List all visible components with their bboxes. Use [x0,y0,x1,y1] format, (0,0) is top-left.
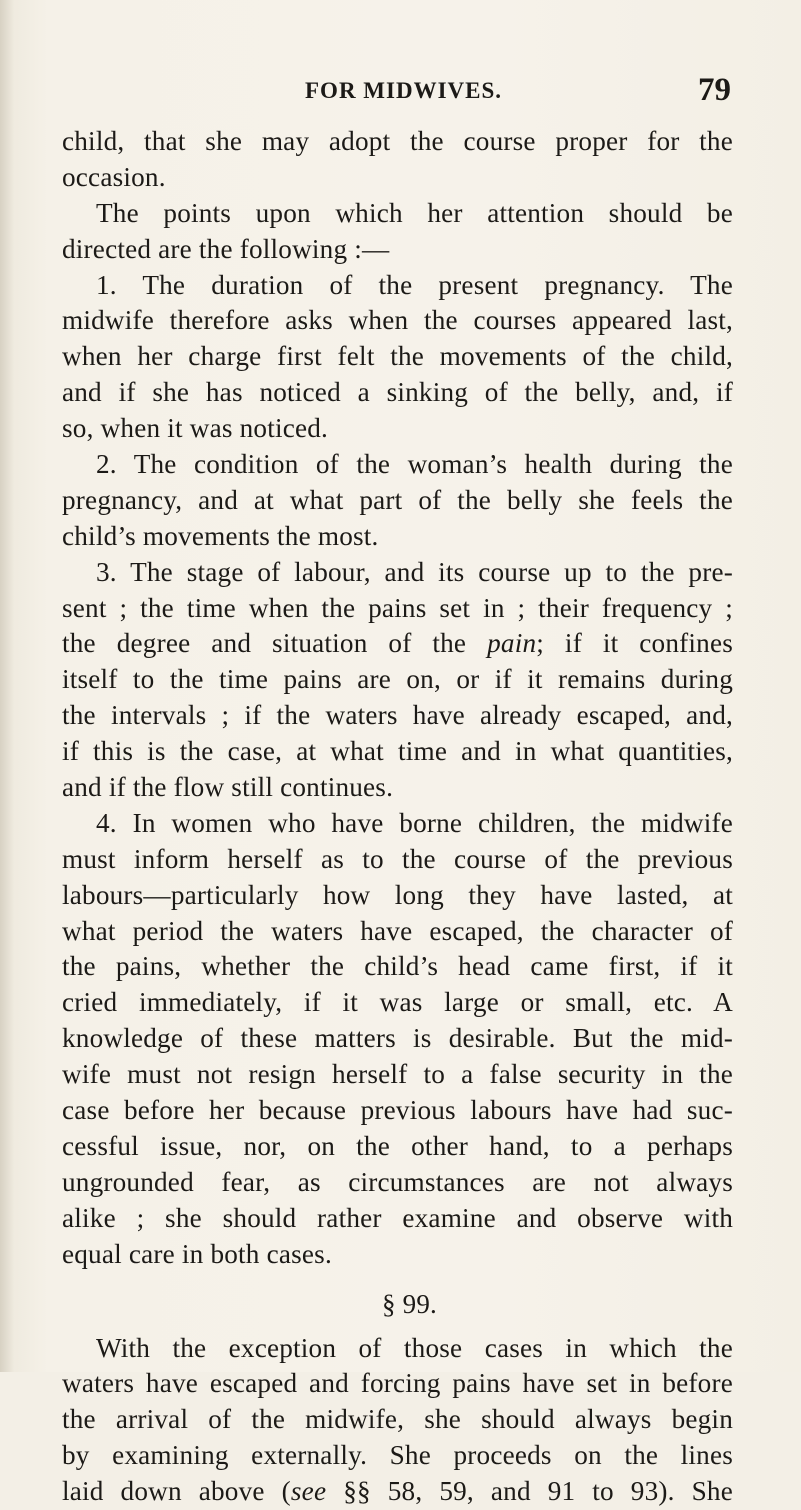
list-item-4-start: 4. In women who have borne children, the midwife [96,807,733,838]
running-head [0,74,801,114]
text-line: if this is the case, at what time and in what quantities, [62,736,733,767]
text-line: labours—particularly how long they have lasted, at [62,879,733,910]
text-line: itself to the time pains are on, or if it remains during [62,664,733,695]
list-item-2-start: 2. The condition of the woman’s health during the [96,449,733,480]
text-segment: laid down above ( [62,1476,291,1507]
text-line: knowledge of these matters is desirable. But the mid- [62,1023,733,1054]
text-line: the intervals ; if the waters have already escaped, and, [62,700,733,731]
text-line: sent ; the time when the pains set in ; their frequency ; [62,592,733,623]
text-line: equal care in both cases. [62,1238,332,1269]
section-text-line: With the exception of those cases in which the [96,1332,733,1363]
text-line: cessful issue, nor, on the other hand, to a perhaps [62,1130,733,1161]
text-line: directed are the following :— [62,233,390,264]
text-line: alike ; she should rather examine and observe with [62,1202,733,1233]
italic-word: see [290,1476,327,1507]
text-line: ungrounded fear, as circumstances are not always [62,1166,733,1197]
list-item-3-start: 3. The stage of labour, and its course up to the pre- [96,556,733,587]
text-line: wife must not resign herself to a false security in the [62,1059,733,1090]
text-line: midwife therefore asks when the courses appeared last, [62,305,733,336]
text-line: occasion. [62,161,166,192]
text-line: what period the waters have escaped, the character of [62,915,733,946]
text-line: and if she has noticed a sinking of the belly, and, if [62,377,733,408]
italic-word: pain [487,628,537,659]
text-segment: the degree and situation of the [62,628,467,659]
text-line: cried immediately, if it was large or small, etc. A [62,987,733,1018]
list-item-1-start: 1. The duration of the present pregnancy. The [96,269,733,300]
body-text [62,124,733,1510]
text-line-with-italic [62,626,733,662]
text-segment: ; if it confines [536,628,733,659]
text-line: child, that she may adopt the course proper for the [62,126,733,156]
text-segment: §§ 58, 59, and 91 to 93). She [326,1476,733,1507]
text-line: so, when it was noticed. [62,413,329,444]
text-line: must inform herself as to the course of the previous [62,843,733,874]
text-line: The points upon which her attention should be [96,197,733,228]
section-text-line: waters have escaped and forcing pains have set in before [62,1368,733,1399]
text-line: child’s movements the most. [62,520,379,551]
section-text-line: by examining externally. She proceeds on the lines [62,1440,733,1471]
running-title: FOR MIDWIVES. [305,78,503,103]
text-line: when her charge first felt the movements of the child, [62,341,733,372]
section-heading: § 99. [382,1288,437,1319]
text-line: pregnancy, and at what part of the belly she feels the [62,484,733,515]
section-text-line: the arrival of the midwife, she should always begin [62,1404,733,1435]
text-line: case before her because previous labours have had suc- [62,1095,733,1126]
text-line: and if the flow still continues. [62,772,394,803]
text-line: the pains, whether the child’s head came first, if it [62,951,733,982]
page-number: 79 [698,72,731,108]
section-text-line-with-italic [62,1474,733,1510]
page-edge-shadow [0,0,14,1372]
